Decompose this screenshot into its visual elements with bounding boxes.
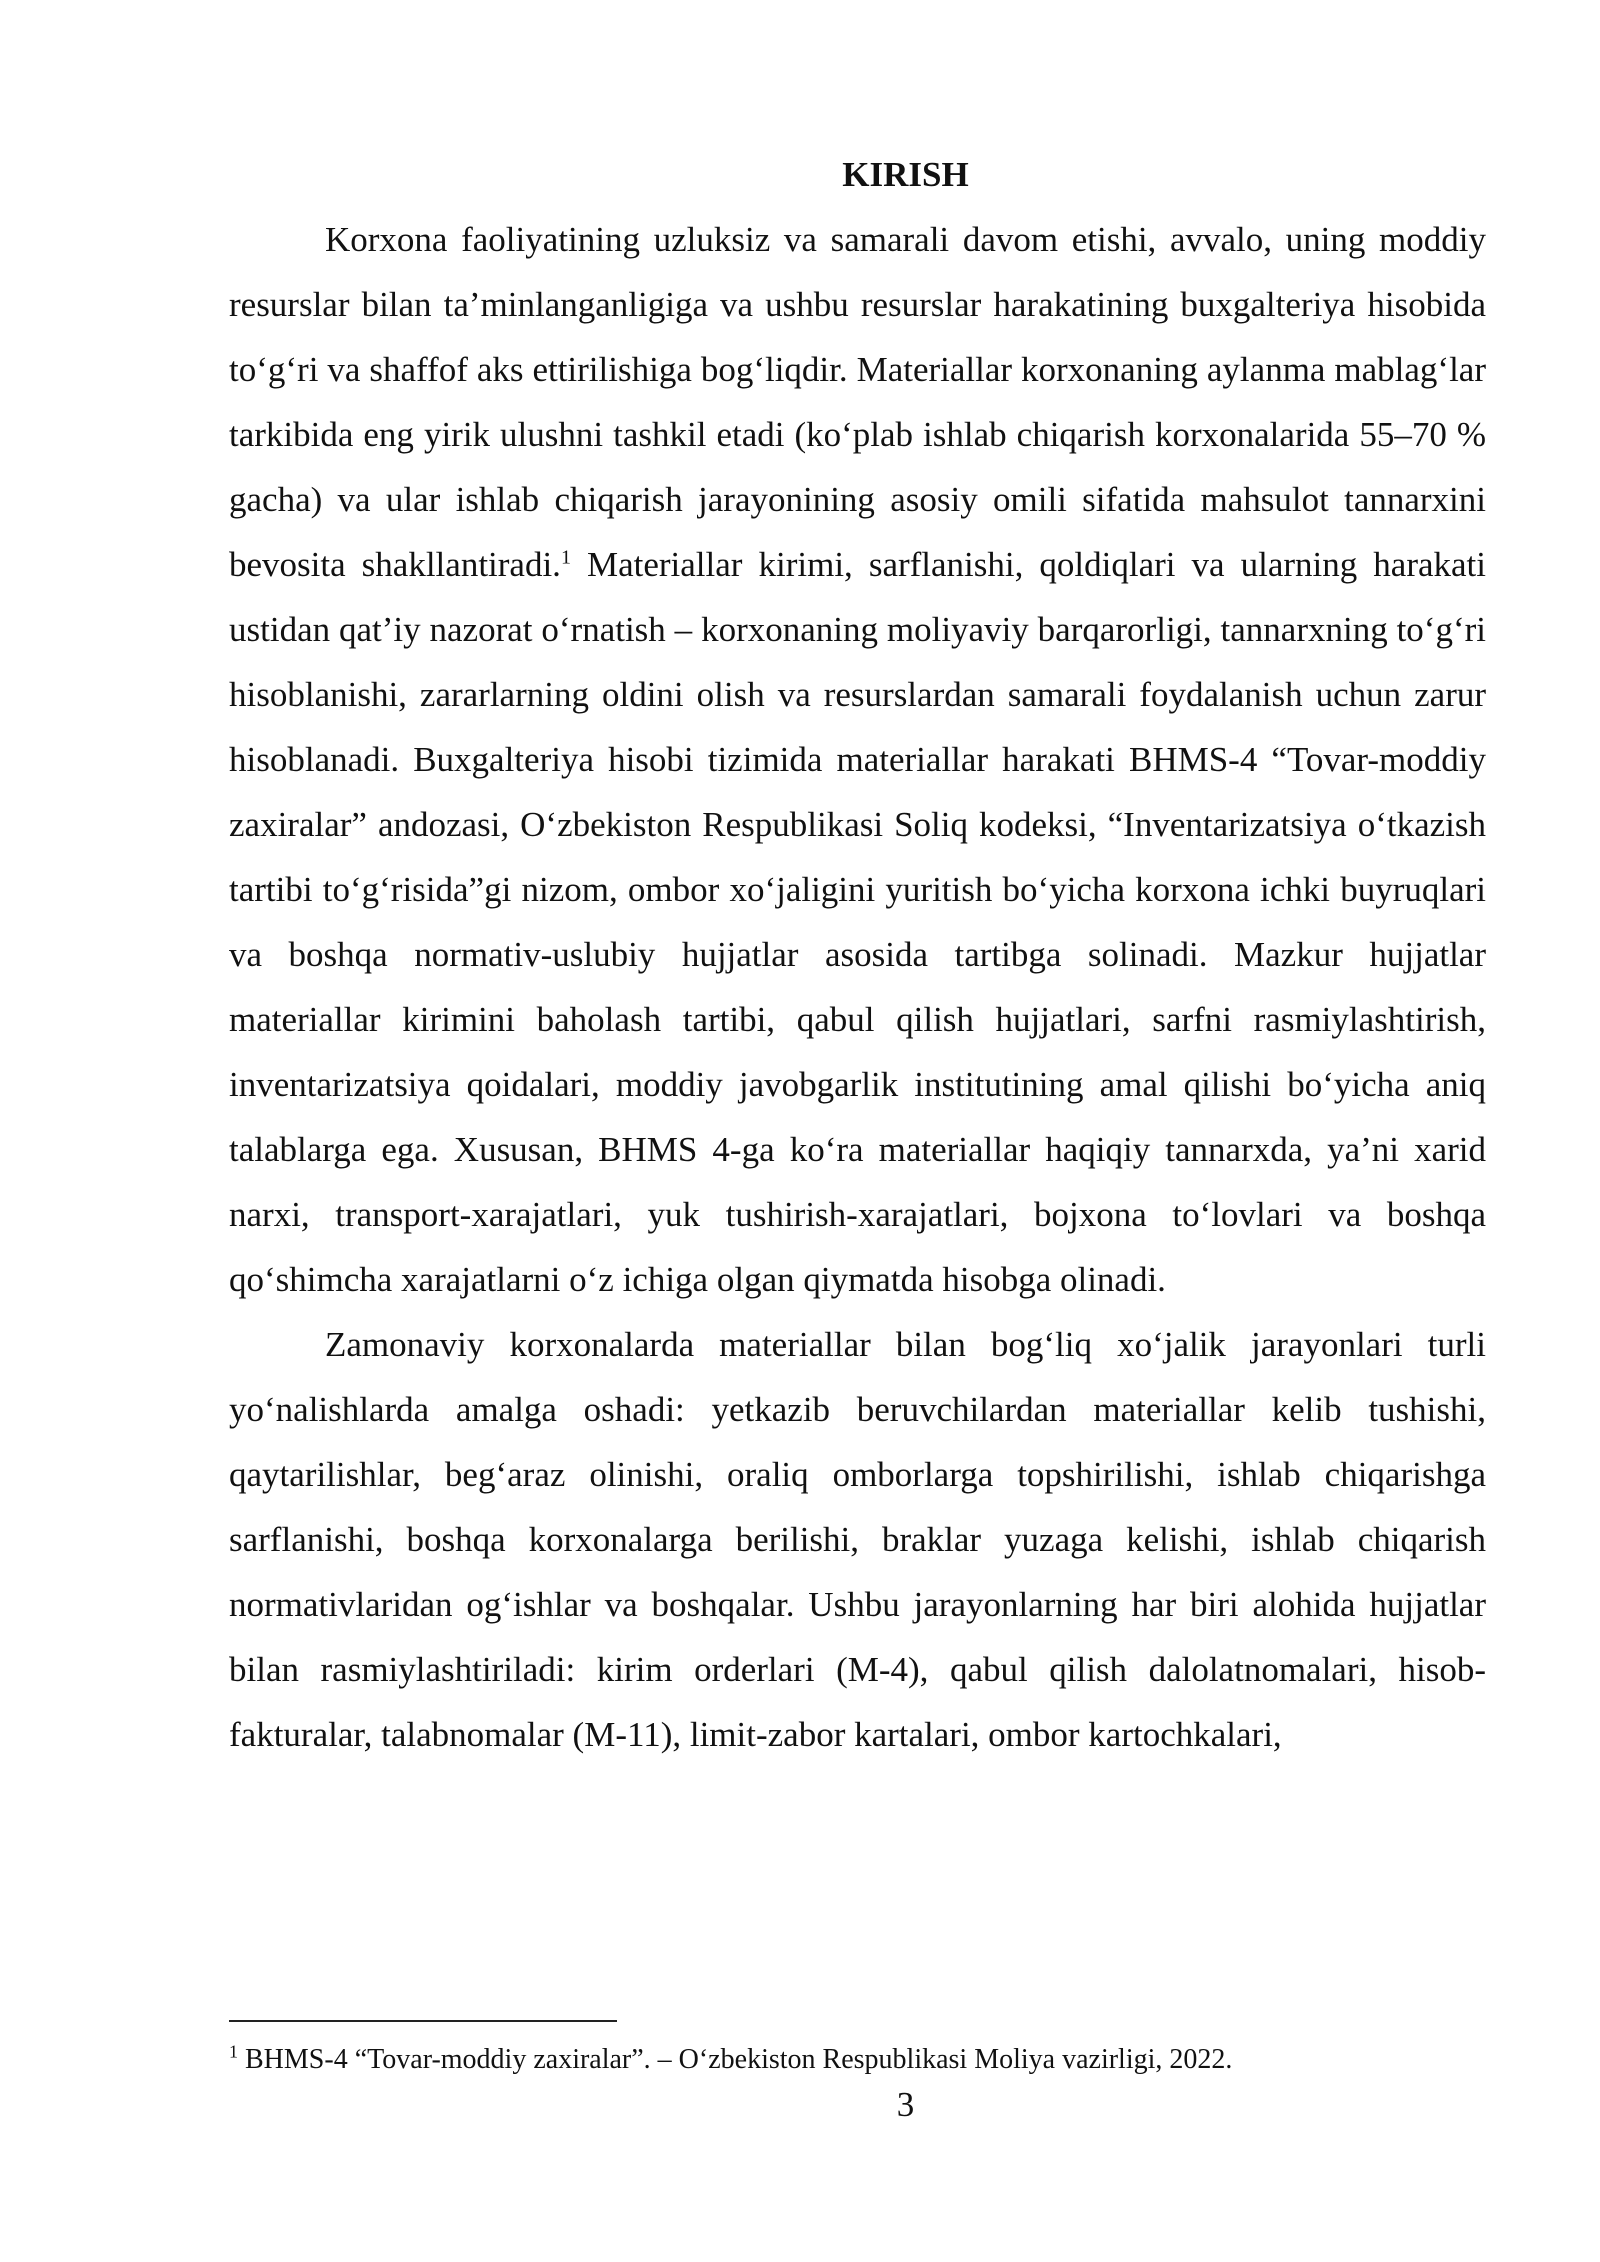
footnote: [229, 2040, 1486, 2080]
paragraph-2: Zamonaviy korxonalarda materiallar bilan bog‘liq xo‘jalik jarayonlari turli yo‘nalishlarda amalga oshadi: yetkazib beruvchilardan materiallar kelib tushishi, qaytarilishlar, beg‘araz olinishi, oraliq omborlarga topshirilishi, ishlab chiqarishga sarflanishi, boshqa korxonalarga berilishi, braklar yuzaga kelishi, ishlab chiqarish normativlaridan og‘ishlar va boshqalar. Ushbu jarayonlarning har biri alohida hujjatlar bilan rasmiylashtiriladi: kirim orderlari (M-4), qabul qilish dalolatnomalari, hisob-fakturalar, talabnomalar (M-11), limit-zabor kartalari, ombor kartochkalari,: [229, 1325, 1486, 1754]
paragraph-1-text-a: Korxona faoliyatining uzluksiz va samarali davom etishi, avvalo, uning moddiy resurslar bilan ta’minlanganligiga va ushbu resurslar harakatining buxgalteriya hisobida to‘g‘ri va shaffof aks ettirilishiga bog‘liqdir. Materiallar korxonaning aylanma mablag‘lar tarkibida eng yirik ulushni tashkil etadi (ko‘plab ishlab chiqarish korxonalarida 55–70 % gacha) va ular ishlab chiqarish jarayonining asosiy omili sifatida mahsulot tannarxini bevosita shakllantiradi.: [229, 220, 1486, 584]
paragraph-1-text-b: Materiallar kirimi, sarflanishi, qoldiqlari va ularning harakati ustidan qat’iy nazorat o‘rnatish – korxonaning moliyaviy barqarorligi, tannarxning to‘g‘ri hisoblanishi, zararlarning oldini olish va resurslardan samarali foydalanish uchun zarur hisoblanadi. Buxgalteriya hisobi tizimida materiallar harakati BHMS-4 “Tovar-moddiy zaxiralar” andozasi, O‘zbekiston Respublikasi Soliq kodeksi, “Inventarizatsiya o‘tkazish tartibi to‘g‘risida”gi nizom, ombor xo‘jaligini yuritish bo‘yicha korxona ichki buyruqlari va boshqa normativ-uslubiy hujjatlar asosida tartibga solinadi. Mazkur hujjatlar materiallar kirimini baholash tartibi, qabul qilish hujjatlari, sarfni rasmiylashtirish, inventarizatsiya qoidalari, moddiy javobgarlik institutining amal qilishi bo‘yicha aniq talablarga ega. Xususan, BHMS 4-ga ko‘ra materiallar haqiqiy tannarxda, ya’ni xarid narxi, transport-xarajatlari, yuk tushirish-xarajatlari, bojxona to‘lovlari va boshqa qo‘shimcha xarajatlarni o‘z ichiga olgan qiymatda hisobga olinadi.: [229, 545, 1487, 1299]
footnote-separator: [229, 2020, 617, 2022]
footnote-text: BHMS-4 “Tovar-moddiy zaxiralar”. – O‘zbekiston Respublikasi Moliya vazirligi, 2022.: [238, 2044, 1233, 2075]
paragraph-1: [229, 207, 1486, 1312]
page-number: 3: [896, 2085, 915, 2124]
footnote-reference: 1: [560, 546, 571, 569]
page-number-container: [229, 2080, 1486, 2130]
body-text: [229, 207, 1486, 1767]
page-title: KIRISH: [842, 155, 969, 194]
footnote-marker: 1: [229, 2041, 238, 2062]
heading-container: [229, 150, 1486, 200]
